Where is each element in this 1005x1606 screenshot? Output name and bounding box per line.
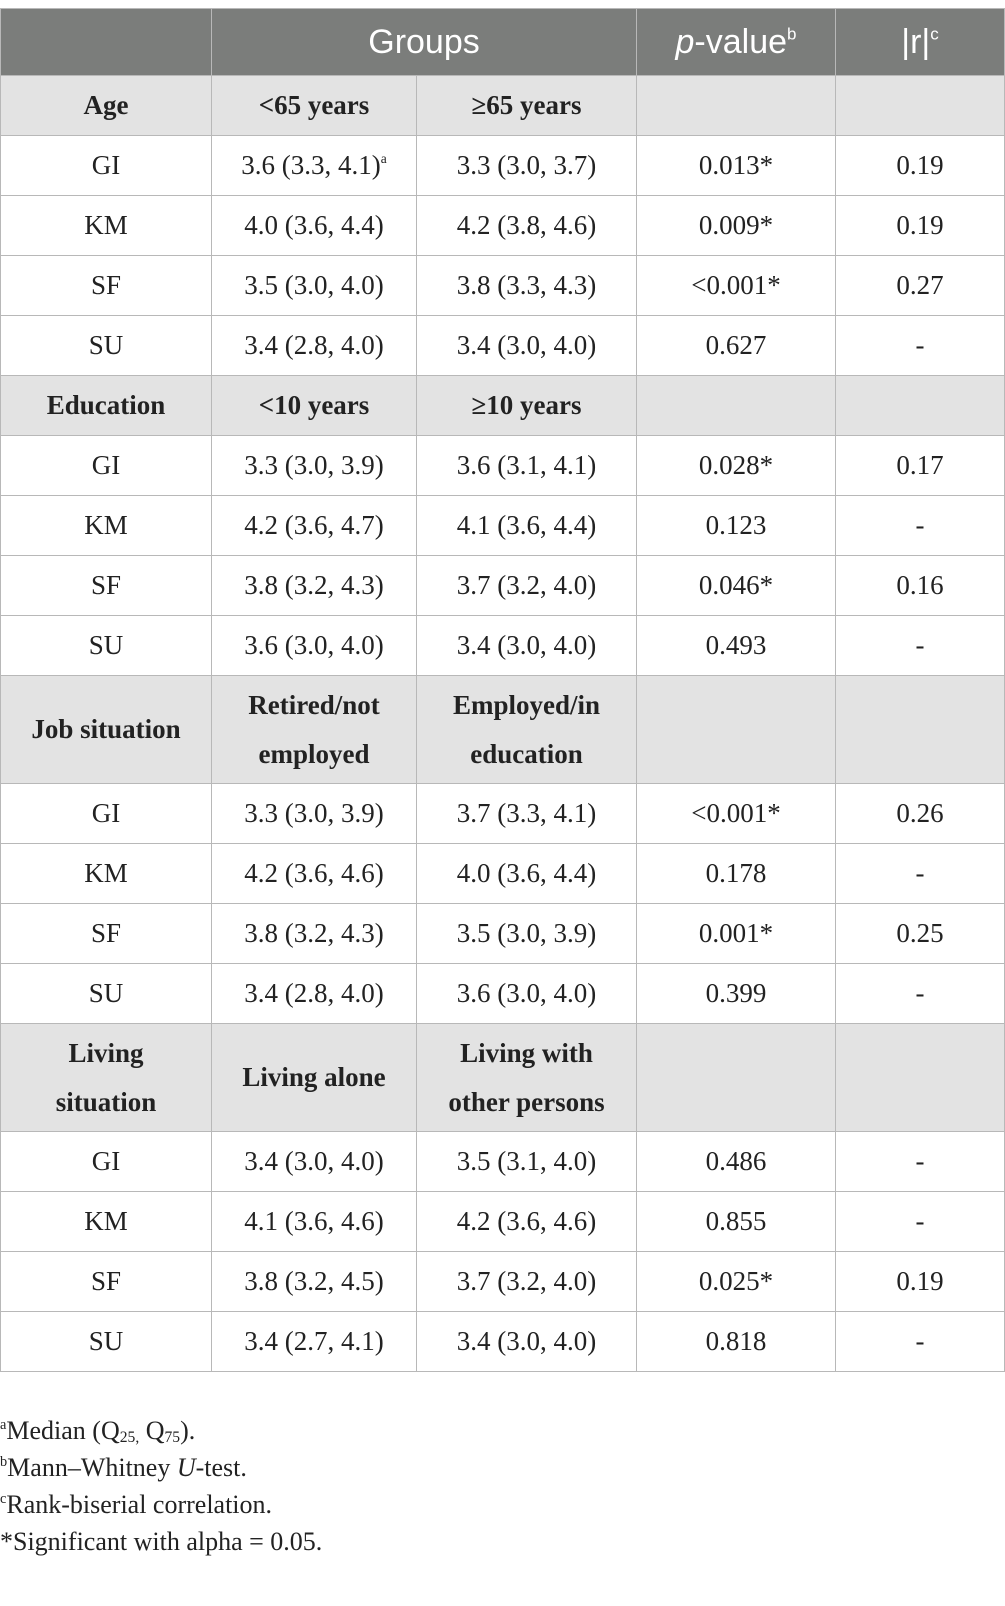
table-row: KM 4.1 (3.6, 4.6) 4.2 (3.6, 4.6) 0.855 - (1, 1192, 1005, 1252)
table-row: SU 3.6 (3.0, 4.0) 3.4 (3.0, 4.0) 0.493 - (1, 616, 1005, 676)
section-name: Age (1, 76, 212, 136)
table-row: KM 4.2 (3.6, 4.6) 4.0 (3.6, 4.4) 0.178 - (1, 844, 1005, 904)
group2-name: ≥65 years (417, 76, 637, 136)
group1-name: Living alone (212, 1024, 417, 1132)
footnote-b: $^b$Mann–Whitney U-test. (0, 1453, 247, 1482)
header-blank (1, 9, 212, 76)
table-row: SF 3.8 (3.2, 4.3) 3.5 (3.0, 3.9) 0.001* 0.25 (1, 904, 1005, 964)
group2-name: Employed/in education (417, 676, 637, 784)
section-name: Living situation (1, 1024, 212, 1132)
table-row: SU 3.4 (2.8, 4.0) 3.6 (3.0, 4.0) 0.399 - (1, 964, 1005, 1024)
section-header-living-situation (1, 1024, 1005, 1132)
table-row: GI 3.3 (3.0, 3.9) 3.7 (3.3, 4.1) <0.001* 0.26 (1, 784, 1005, 844)
section-name: Education (1, 376, 212, 436)
group1-name: <10 years (212, 376, 417, 436)
footnote-significance: *Significant with alpha = 0.05. (0, 1527, 323, 1556)
results-table (0, 8, 1005, 1372)
header-r: $|r|^c$ (836, 9, 1005, 76)
table-row: SF 3.5 (3.0, 4.0) 3.8 (3.3, 4.3) <0.001* 0.27 (1, 256, 1005, 316)
table-row: GI 3.3 (3.0, 3.9) 3.6 (3.1, 4.1) 0.028* 0.17 (1, 436, 1005, 496)
section-header-job-situation (1, 676, 1005, 784)
table-row: SF 3.8 (3.2, 4.3) 3.7 (3.2, 4.0) 0.046* 0.16 (1, 556, 1005, 616)
group1-name: Retired/not employed (212, 676, 417, 784)
header-groups: Groups (212, 9, 637, 76)
section-name: Job situation (1, 676, 212, 784)
group1-name: <65 years (212, 76, 417, 136)
header-pvalue: p-value$^b$ (637, 9, 836, 76)
group2-name: Living with other persons (417, 1024, 637, 1132)
footnotes (0, 1412, 322, 1560)
table-row: KM 4.0 (3.6, 4.4) 4.2 (3.8, 4.6) 0.009* 0.19 (1, 196, 1005, 256)
table-row: GI 3.4 (3.0, 4.0) 3.5 (3.1, 4.0) 0.486 - (1, 1132, 1005, 1192)
table-row: KM 4.2 (3.6, 4.7) 4.1 (3.6, 4.4) 0.123 - (1, 496, 1005, 556)
footnote-c: $^c$Rank-biserial correlation. (0, 1490, 273, 1519)
table-row: GI 3.6 (3.3, 4.1)$^a$ 3.3 (3.0, 3.7) 0.013* 0.19 (1, 136, 1005, 196)
section-header-education (1, 376, 1005, 436)
footnote-a: $^a$Median ($Q_{25,}$ $Q_{75}$). (0, 1416, 196, 1447)
section-header-age (1, 76, 1005, 136)
header-row (1, 9, 1005, 76)
table-row: SU 3.4 (2.8, 4.0) 3.4 (3.0, 4.0) 0.627 - (1, 316, 1005, 376)
table-row: SU 3.4 (2.7, 4.1) 3.4 (3.0, 4.0) 0.818 - (1, 1312, 1005, 1372)
group2-name: ≥10 years (417, 376, 637, 436)
table-row: SF 3.8 (3.2, 4.5) 3.7 (3.2, 4.0) 0.025* 0.19 (1, 1252, 1005, 1312)
